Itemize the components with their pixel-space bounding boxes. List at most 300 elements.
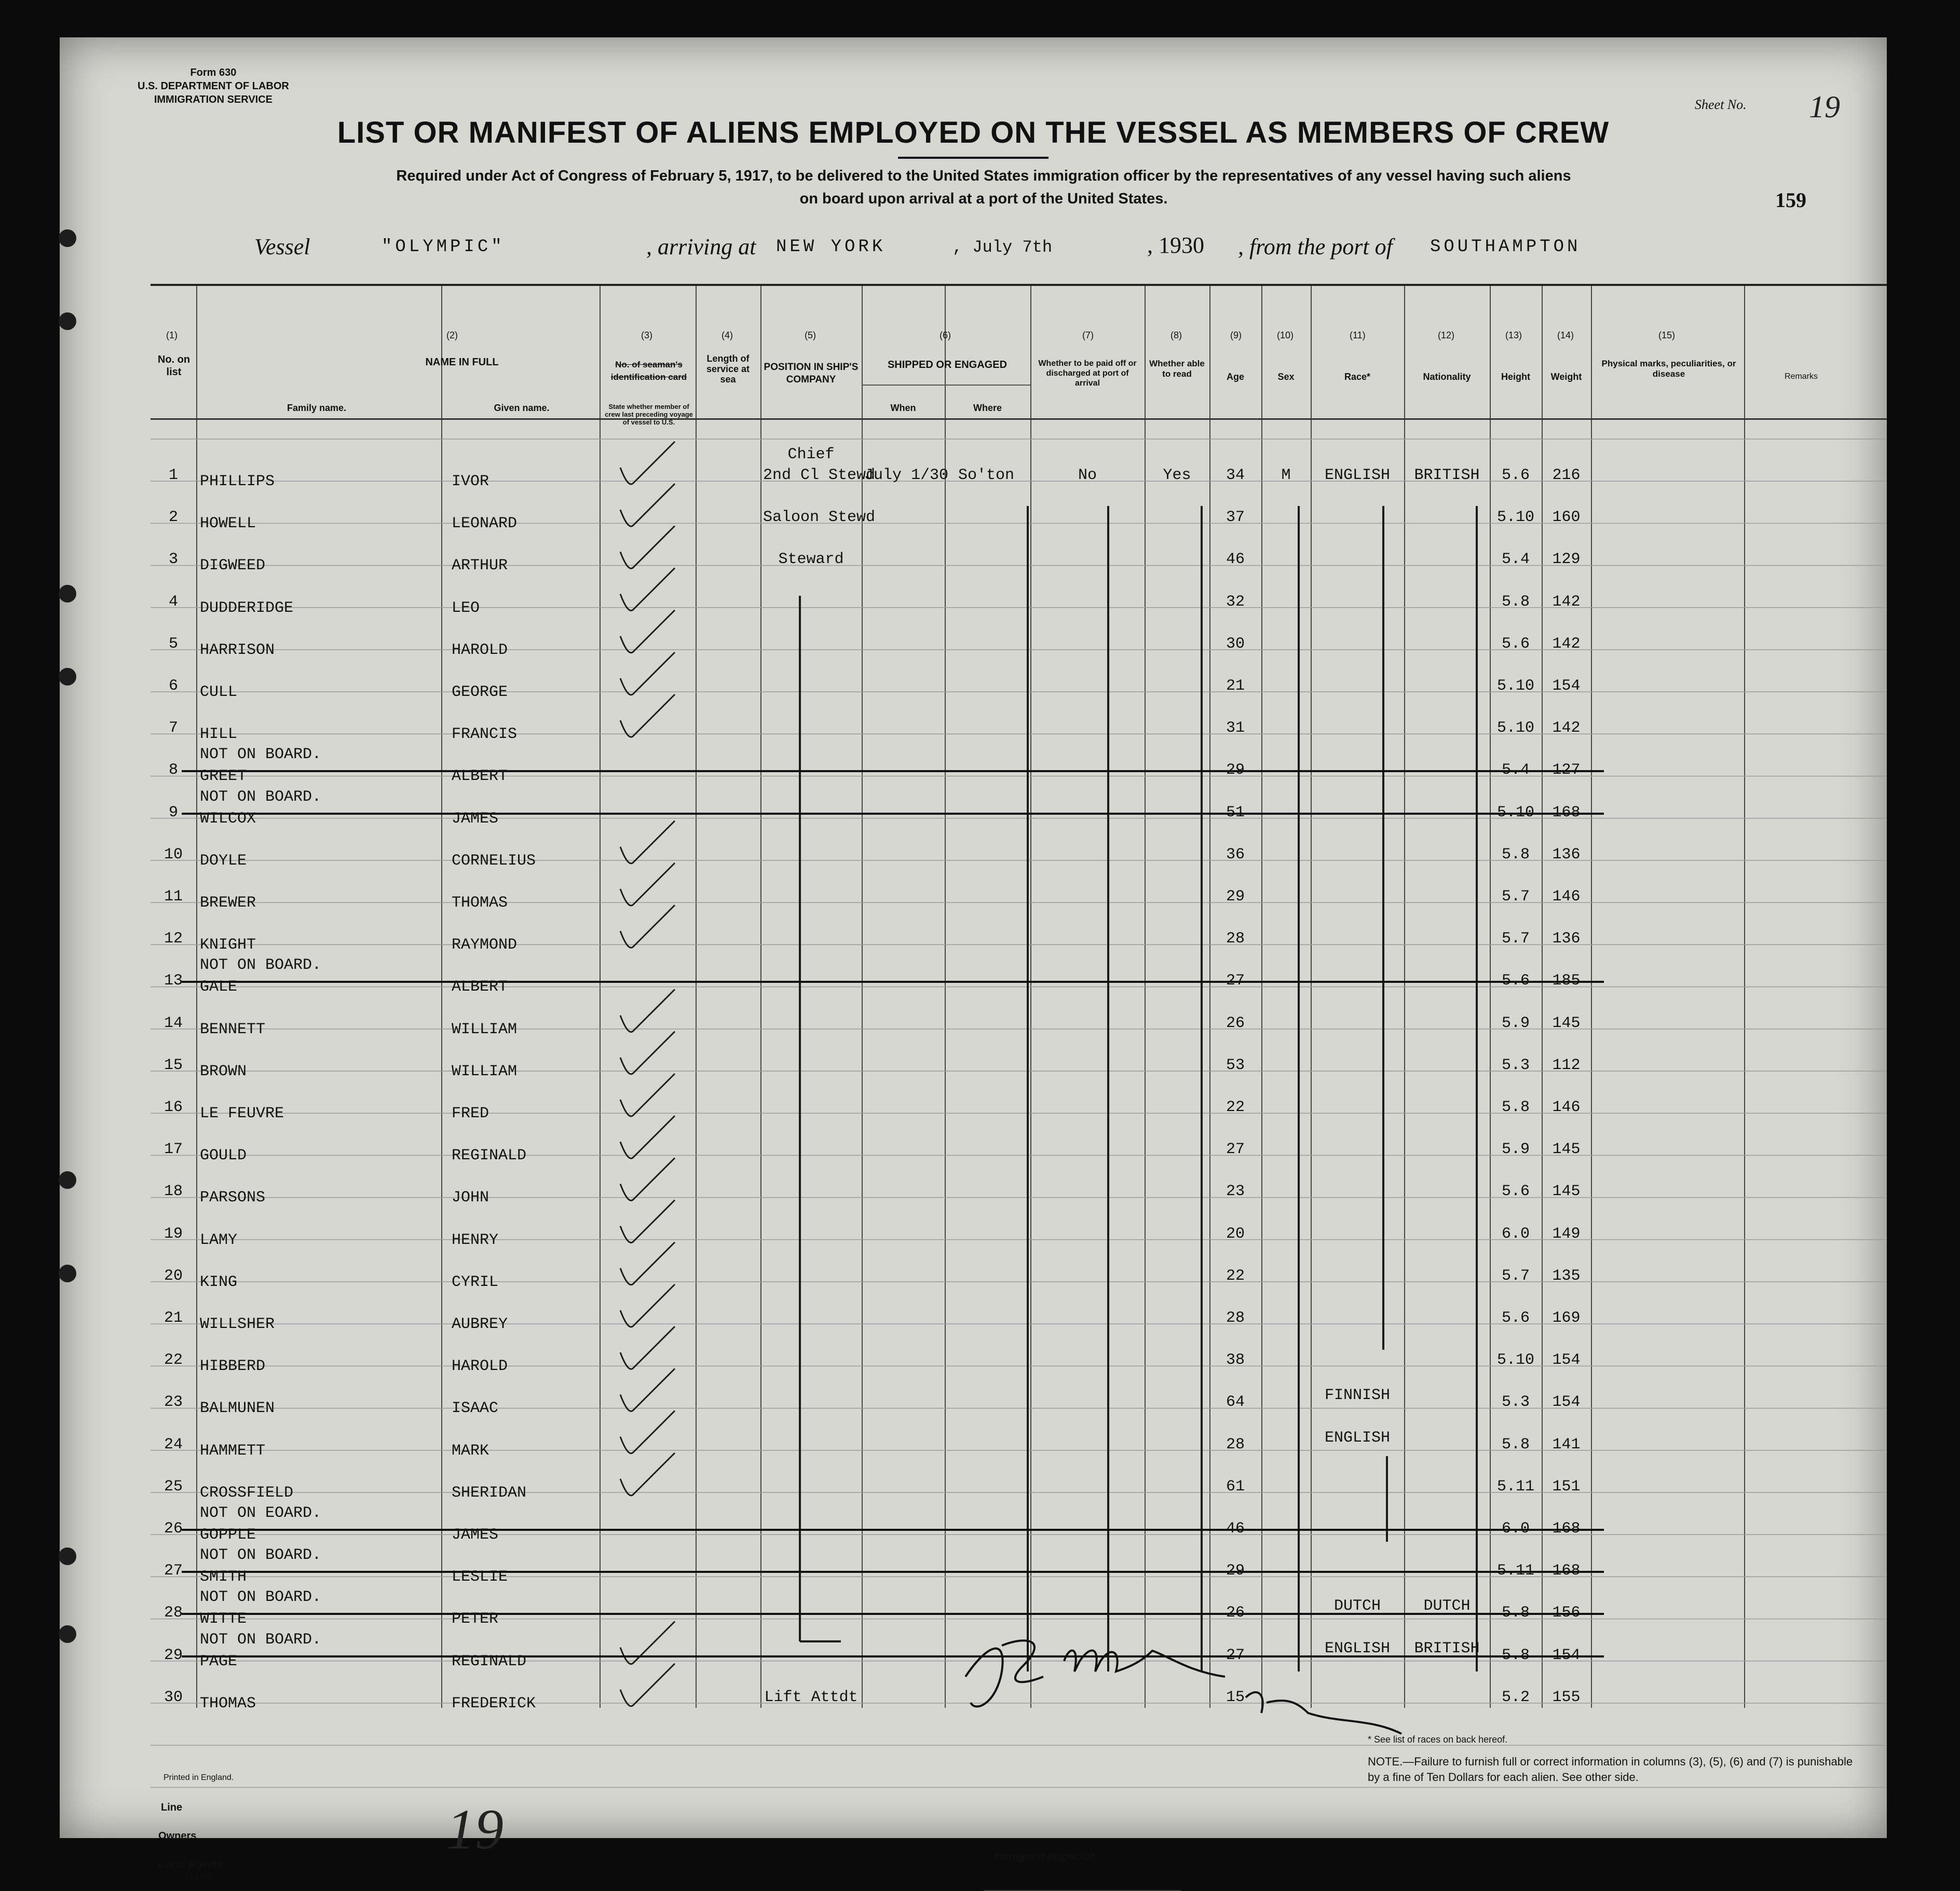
- family-name: LAMY: [200, 1231, 238, 1249]
- family-name: HILL: [200, 725, 238, 744]
- height: 5.7: [1501, 888, 1530, 906]
- age: 27: [1226, 1646, 1245, 1664]
- given-name: LESLIE: [452, 1568, 508, 1586]
- crew-table: [151, 284, 1887, 1712]
- given-name: ISAAC: [452, 1400, 499, 1418]
- family-name: KNIGHT: [200, 936, 256, 954]
- position: Saloon Stewd: [763, 509, 876, 527]
- weight: 168: [1552, 1520, 1581, 1538]
- position: Chief: [787, 446, 835, 463]
- vessel-name: "OLYMPIC": [382, 237, 505, 257]
- row-number: 27: [164, 1562, 183, 1580]
- given-name: LEO: [452, 599, 480, 617]
- row-number: 19: [164, 1225, 183, 1243]
- check-mark: [620, 1284, 675, 1327]
- given-name: RAYMOND: [452, 936, 518, 954]
- age: 15: [1226, 1688, 1245, 1706]
- not-on-board-note: NOT ON BOARD.: [200, 1546, 322, 1565]
- weight: 112: [1552, 1056, 1581, 1074]
- given-name: HAROLD: [452, 641, 508, 659]
- from-label: , from the port of: [1238, 234, 1393, 259]
- col-position: POSITION IN SHIP'S COMPANY: [764, 362, 859, 385]
- punch-hole: [59, 1265, 76, 1282]
- age: 32: [1226, 593, 1245, 611]
- strike-through-line: [182, 770, 1604, 772]
- row-number: 22: [164, 1351, 183, 1369]
- height: 5.2: [1501, 1688, 1530, 1706]
- subtitle-line-2: on board upon arrival at a port of the United States.: [799, 190, 1168, 207]
- age: 51: [1226, 803, 1245, 821]
- col-seamans-card: No. of seaman's identification card: [610, 360, 687, 382]
- handwritten-page-number: 19: [446, 1798, 503, 1861]
- col-able-read: Whether able to read: [1149, 359, 1205, 379]
- given-name: FRED: [452, 1105, 489, 1122]
- height: 5.11: [1496, 1477, 1534, 1496]
- col-num-4: (4): [722, 330, 733, 340]
- family-name: HARRISON: [200, 641, 275, 659]
- weight: 136: [1552, 930, 1581, 948]
- weight: 169: [1552, 1309, 1581, 1327]
- given-name: REGINALD: [452, 1147, 527, 1165]
- check-mark: [620, 821, 675, 864]
- weight: 156: [1552, 1604, 1581, 1622]
- col-when: When: [890, 403, 916, 413]
- page-title: LIST OR MANIFEST OF ALIENS EMPLOYED ON THE VESSEL AS MEMBERS OF CREW: [337, 116, 1610, 149]
- row-number: 13: [164, 972, 183, 990]
- col-shipped: SHIPPED OR ENGAGED: [887, 359, 1008, 371]
- weight: 149: [1552, 1225, 1581, 1243]
- family-name: DIGWEED: [200, 557, 266, 575]
- given-name: GEORGE: [452, 683, 508, 701]
- col-num-3: (3): [641, 330, 652, 340]
- position: 2nd Cl Stewd: [763, 467, 876, 484]
- row-number: 3: [168, 551, 178, 569]
- cell-race: ENGLISH: [1324, 1429, 1391, 1447]
- given-name: WILLIAM: [452, 1062, 518, 1080]
- check-mark: [620, 442, 675, 484]
- weight: 136: [1552, 845, 1581, 864]
- weight: 141: [1552, 1435, 1581, 1454]
- family-name: WILLSHER: [200, 1316, 275, 1333]
- cell-read: Yes: [1163, 467, 1191, 484]
- sheet-number: 19: [1809, 90, 1840, 124]
- position: Steward: [778, 551, 844, 569]
- position: Lift Attdt: [764, 1688, 858, 1706]
- age: 21: [1226, 677, 1245, 695]
- row-number: 25: [164, 1477, 183, 1496]
- col-num-7: (7): [1082, 330, 1094, 340]
- height: 5.8: [1501, 1435, 1530, 1454]
- check-mark: [620, 1242, 675, 1285]
- height: 5.4: [1501, 761, 1530, 779]
- age: 22: [1226, 1099, 1245, 1116]
- row-number: 26: [164, 1520, 183, 1538]
- printed-in: Printed in England.: [164, 1773, 234, 1782]
- col-num-13: (13): [1505, 330, 1522, 340]
- height: 6.0: [1501, 1225, 1530, 1243]
- height: 5.10: [1496, 509, 1534, 527]
- col-remarks: Remarks: [1784, 372, 1818, 381]
- given-name: ALBERT: [452, 768, 508, 786]
- col-num-1: (1): [166, 330, 178, 340]
- cell-race: ENGLISH: [1324, 1639, 1391, 1657]
- cell-when: July 1/30: [864, 467, 949, 484]
- height: 5.6: [1501, 635, 1530, 653]
- check-mark: [620, 1116, 675, 1158]
- family-name: PHILLIPS: [200, 473, 275, 490]
- family-name: BALMUNEN: [200, 1400, 275, 1418]
- cell-where: So'ton: [958, 467, 1015, 484]
- department: U.S. DEPARTMENT OF LABOR: [138, 80, 289, 92]
- family-name: DOYLE: [200, 852, 247, 870]
- owners-label: Owners: [158, 1830, 197, 1842]
- col-nationality: Nationality: [1423, 372, 1471, 382]
- family-name: CROSSFIELD: [200, 1484, 294, 1502]
- check-mark: [620, 568, 675, 611]
- col-num-6: (6): [940, 330, 951, 340]
- row-number: 7: [168, 719, 178, 737]
- given-name: FRANCIS: [452, 725, 518, 744]
- age: 26: [1226, 1014, 1245, 1032]
- local-agents-label: Local Agents: [158, 1859, 223, 1870]
- height: 5.6: [1501, 1183, 1530, 1201]
- row-number: 8: [168, 761, 178, 779]
- col-num-8: (8): [1170, 330, 1182, 340]
- row-number: 9: [168, 803, 178, 821]
- check-mark: [620, 1368, 675, 1411]
- row-number: 10: [164, 845, 183, 864]
- family-name: KING: [200, 1273, 238, 1291]
- family-name: BROWN: [200, 1062, 247, 1080]
- weight: 129: [1552, 551, 1581, 569]
- height: 5.3: [1501, 1393, 1530, 1412]
- height: 5.6: [1501, 972, 1530, 990]
- weight: 154: [1552, 677, 1581, 695]
- fine-note: NOTE.—Failure to furnish full or correct information in columns (3), (5), (6) and (7) is punishable by a fine of Ten Dollars for each alien. See other side.: [1368, 1755, 1853, 1784]
- cell-sex: M: [1281, 467, 1291, 484]
- weight: 142: [1552, 719, 1581, 737]
- col-race: Race*: [1344, 372, 1371, 382]
- col-num-14: (14): [1557, 330, 1574, 340]
- strike-through-line: [182, 981, 1604, 983]
- height: 5.8: [1501, 593, 1530, 611]
- row-number: 24: [164, 1435, 183, 1454]
- weight: 160: [1552, 509, 1581, 527]
- age: 46: [1226, 1520, 1245, 1538]
- punch-hole: [59, 668, 76, 686]
- check-mark: [620, 990, 675, 1032]
- row-number: 15: [164, 1056, 183, 1074]
- weight: 185: [1552, 972, 1581, 990]
- strike-through-line: [182, 1571, 1604, 1573]
- age: 20: [1226, 1225, 1245, 1243]
- height: 5.10: [1496, 1351, 1534, 1369]
- arrival-year: , 1930: [1147, 232, 1204, 258]
- family-name: THOMAS: [200, 1694, 256, 1712]
- corner-number: 159: [1775, 188, 1806, 212]
- weight: 145: [1552, 1141, 1581, 1159]
- weight: 154: [1552, 1351, 1581, 1369]
- given-name: ARTHUR: [452, 557, 508, 575]
- col-num-10: (10): [1277, 330, 1294, 340]
- punch-hole: [59, 229, 76, 247]
- col-given-name: Given name.: [494, 403, 550, 413]
- age: 28: [1226, 1435, 1245, 1454]
- row-number: 20: [164, 1267, 183, 1285]
- family-name: DUDDERIDGE: [200, 599, 294, 617]
- row-number: 5: [168, 635, 178, 653]
- strike-through-line: [182, 1529, 1604, 1531]
- family-name: SMITH: [200, 1568, 247, 1586]
- row-number: 29: [164, 1646, 183, 1664]
- weight: 146: [1552, 1099, 1581, 1116]
- weight: 168: [1552, 803, 1581, 821]
- service: IMMIGRATION SERVICE: [154, 94, 273, 105]
- given-name: AUBREY: [452, 1316, 508, 1333]
- col-age: Age: [1226, 372, 1244, 382]
- weight: 155: [1552, 1688, 1581, 1706]
- col-num-9: (9): [1230, 330, 1242, 340]
- age: 36: [1226, 845, 1245, 864]
- given-name: CORNELIUS: [452, 852, 536, 870]
- arrival-port: NEW YORK: [776, 237, 886, 257]
- age: 46: [1226, 551, 1245, 569]
- age: 26: [1226, 1604, 1245, 1622]
- family-name: WILCOX: [200, 810, 256, 828]
- not-on-board-note: NOT ON BOARD.: [200, 746, 322, 764]
- strike-through-line: [182, 813, 1604, 815]
- col-num-11: (11): [1350, 330, 1366, 340]
- punch-hole: [59, 585, 76, 602]
- cell-nat: BRITISH: [1414, 1639, 1480, 1657]
- check-mark: [620, 694, 675, 737]
- not-on-board-note: NOT ON EOARD.: [200, 1504, 322, 1522]
- check-mark: [620, 484, 675, 526]
- given-name: THOMAS: [452, 894, 508, 912]
- departure-port: SOUTHAMPTON: [1430, 237, 1581, 257]
- row-number: 16: [164, 1099, 183, 1116]
- age: 23: [1226, 1183, 1245, 1201]
- age: 29: [1226, 761, 1245, 779]
- not-on-board-note: NOT ON BOARD.: [200, 1630, 322, 1649]
- inspector-label: Immigrant Inspector.: [994, 1851, 1096, 1862]
- row-number: 4: [168, 593, 178, 611]
- subtitle-line-1: Required under Act of Congress of February 5, 1917, to be delivered to the United States immigration officer by the representatives of any vessel having such aliens: [396, 168, 1571, 184]
- race-note: * See list of races on back hereof.: [1368, 1734, 1508, 1745]
- not-on-board-note: NOT ON BOARD.: [200, 788, 322, 806]
- col-weight: Weight: [1550, 372, 1582, 382]
- row-number: 18: [164, 1183, 183, 1201]
- age: 22: [1226, 1267, 1245, 1285]
- weight: 145: [1552, 1014, 1581, 1032]
- age: 28: [1226, 930, 1245, 948]
- weight: 135: [1552, 1267, 1581, 1285]
- weight: 216: [1552, 467, 1581, 484]
- row-number: 17: [164, 1141, 183, 1159]
- age: 53: [1226, 1056, 1245, 1074]
- age: 29: [1226, 1562, 1245, 1580]
- height: 5.8: [1501, 1646, 1530, 1664]
- check-mark: [620, 1411, 675, 1454]
- age: 28: [1226, 1309, 1245, 1327]
- given-name: JOHN: [452, 1189, 489, 1207]
- weight: 127: [1552, 761, 1581, 779]
- height: 6.0: [1501, 1520, 1530, 1538]
- check-mark: [620, 1032, 675, 1074]
- family-name: GREET: [200, 768, 247, 786]
- family-name: BENNETT: [200, 1020, 266, 1038]
- given-name: SHERIDAN: [452, 1484, 527, 1502]
- age: 27: [1226, 1141, 1245, 1159]
- height: 5.11: [1496, 1562, 1534, 1580]
- sheet-label: Sheet No.: [1695, 97, 1747, 112]
- check-mark: [620, 863, 675, 906]
- height: 5.4: [1501, 551, 1530, 569]
- given-name: HAROLD: [452, 1358, 508, 1376]
- weight: 151: [1552, 1477, 1581, 1496]
- row-number: 23: [164, 1393, 183, 1412]
- given-name: ALBERT: [452, 978, 508, 996]
- height: 5.10: [1496, 803, 1534, 821]
- family-name: BREWER: [200, 894, 256, 912]
- not-on-board-note: NOT ON BOARD.: [200, 1588, 322, 1607]
- age: 27: [1226, 972, 1245, 990]
- col-sex: Sex: [1277, 372, 1295, 382]
- given-name: REGINALD: [452, 1652, 527, 1670]
- height: 5.6: [1501, 1309, 1530, 1327]
- weight: 142: [1552, 635, 1581, 653]
- line-label: Line: [161, 1802, 183, 1813]
- row-number: 2: [168, 509, 178, 527]
- height: 5.3: [1501, 1056, 1530, 1074]
- cell-race: FINNISH: [1324, 1387, 1391, 1405]
- age: 29: [1226, 888, 1245, 906]
- given-name: LEONARD: [452, 515, 518, 533]
- age: 61: [1226, 1477, 1245, 1496]
- punch-hole: [59, 1547, 76, 1565]
- family-name: GOPPLE: [200, 1526, 256, 1544]
- punch-hole: [59, 312, 76, 330]
- col-num-15: (15): [1658, 330, 1676, 340]
- height: 5.7: [1501, 930, 1530, 948]
- col-num-5: (5): [805, 330, 816, 340]
- col-paid-off: Whether to be paid off or discharged at port of arrival: [1038, 359, 1137, 388]
- arriving-label: , arriving at: [646, 234, 756, 259]
- age: 34: [1226, 467, 1245, 484]
- punch-hole: [59, 1171, 76, 1189]
- col-name-in-full: NAME IN FULL: [425, 357, 499, 368]
- row-number: 21: [164, 1309, 183, 1327]
- col-no-on-list: No. on list: [157, 354, 190, 378]
- col-num-12: (12): [1438, 330, 1455, 340]
- col-family-name: Family name.: [287, 403, 347, 413]
- family-name: WITTE: [200, 1610, 247, 1628]
- height: 5.9: [1501, 1141, 1530, 1159]
- weight: 145: [1552, 1183, 1581, 1201]
- check-mark: [620, 905, 675, 948]
- punch-hole: [59, 1625, 76, 1643]
- col-height: Height: [1501, 372, 1530, 382]
- given-name: WILLIAM: [452, 1020, 518, 1038]
- check-mark: [620, 526, 675, 568]
- family-name: GOULD: [200, 1147, 247, 1165]
- manifest-page: [60, 37, 1887, 1880]
- form-number: Form 630: [190, 67, 237, 78]
- family-name: CULL: [200, 683, 238, 701]
- given-name: CYRIL: [452, 1273, 499, 1291]
- height: 5.10: [1496, 719, 1534, 737]
- col-seamans-note: State whether member of crew last preceding voyage of vessel to U.S.: [605, 403, 693, 426]
- given-name: JAMES: [452, 1526, 499, 1544]
- age: 64: [1226, 1393, 1245, 1412]
- family-name: PAGE: [200, 1652, 238, 1670]
- cell-nat: BRITISH: [1414, 467, 1480, 484]
- form-code: 14-1340: [184, 1872, 211, 1880]
- check-mark: [620, 1200, 675, 1243]
- height: 5.6: [1501, 467, 1530, 484]
- check-mark: [620, 1074, 675, 1116]
- height: 5.8: [1501, 1604, 1530, 1622]
- family-name: LE FEUVRE: [200, 1105, 284, 1122]
- height: 5.8: [1501, 1099, 1530, 1116]
- cell-race: ENGLISH: [1324, 467, 1391, 484]
- height: 5.9: [1501, 1014, 1530, 1032]
- title-rule: [898, 157, 1049, 159]
- weight: 146: [1552, 888, 1581, 906]
- age: 38: [1226, 1351, 1245, 1369]
- height: 5.7: [1501, 1267, 1530, 1285]
- check-mark: [620, 1664, 675, 1706]
- col-length-service: Length of service at sea: [706, 353, 750, 385]
- not-on-board-note: NOT ON BOARD.: [200, 956, 322, 975]
- given-name: PETER: [452, 1610, 499, 1628]
- check-mark: [620, 1622, 675, 1664]
- given-name: FREDERICK: [452, 1694, 536, 1712]
- row-number: 6: [168, 677, 178, 695]
- page-subtitle: [309, 165, 1658, 210]
- ledger-lines: [151, 286, 1887, 1708]
- cell-race: DUTCH: [1333, 1597, 1381, 1615]
- cell-paid: No: [1078, 467, 1097, 484]
- family-name: HAMMETT: [200, 1442, 266, 1460]
- age: 37: [1226, 509, 1245, 527]
- arrival-date: , July 7th: [952, 238, 1053, 257]
- row-number: 14: [164, 1014, 183, 1032]
- row-number: 30: [164, 1688, 183, 1706]
- row-number: 12: [164, 930, 183, 948]
- age: 31: [1226, 719, 1245, 737]
- check-mark: [620, 1453, 675, 1496]
- weight: 168: [1552, 1562, 1581, 1580]
- height: 5.8: [1501, 845, 1530, 864]
- form-header: [138, 66, 289, 106]
- col-where: Where: [973, 403, 1002, 413]
- given-name: HENRY: [452, 1231, 499, 1249]
- given-name: MARK: [452, 1442, 489, 1460]
- given-name: JAMES: [452, 810, 499, 828]
- col-physical: Physical marks, peculiarities, or disease: [1601, 359, 1736, 379]
- inspector-signature: [945, 1614, 1412, 1734]
- check-mark: [620, 1326, 675, 1369]
- family-name: GALE: [200, 978, 238, 996]
- family-name: HOWELL: [200, 515, 256, 533]
- col-num-2: (2): [446, 330, 458, 340]
- age: 30: [1226, 635, 1245, 653]
- row-number: 28: [164, 1604, 183, 1622]
- family-name: HIBBERD: [200, 1358, 266, 1376]
- check-mark: [620, 1158, 675, 1200]
- cell-nat: DUTCH: [1423, 1597, 1471, 1615]
